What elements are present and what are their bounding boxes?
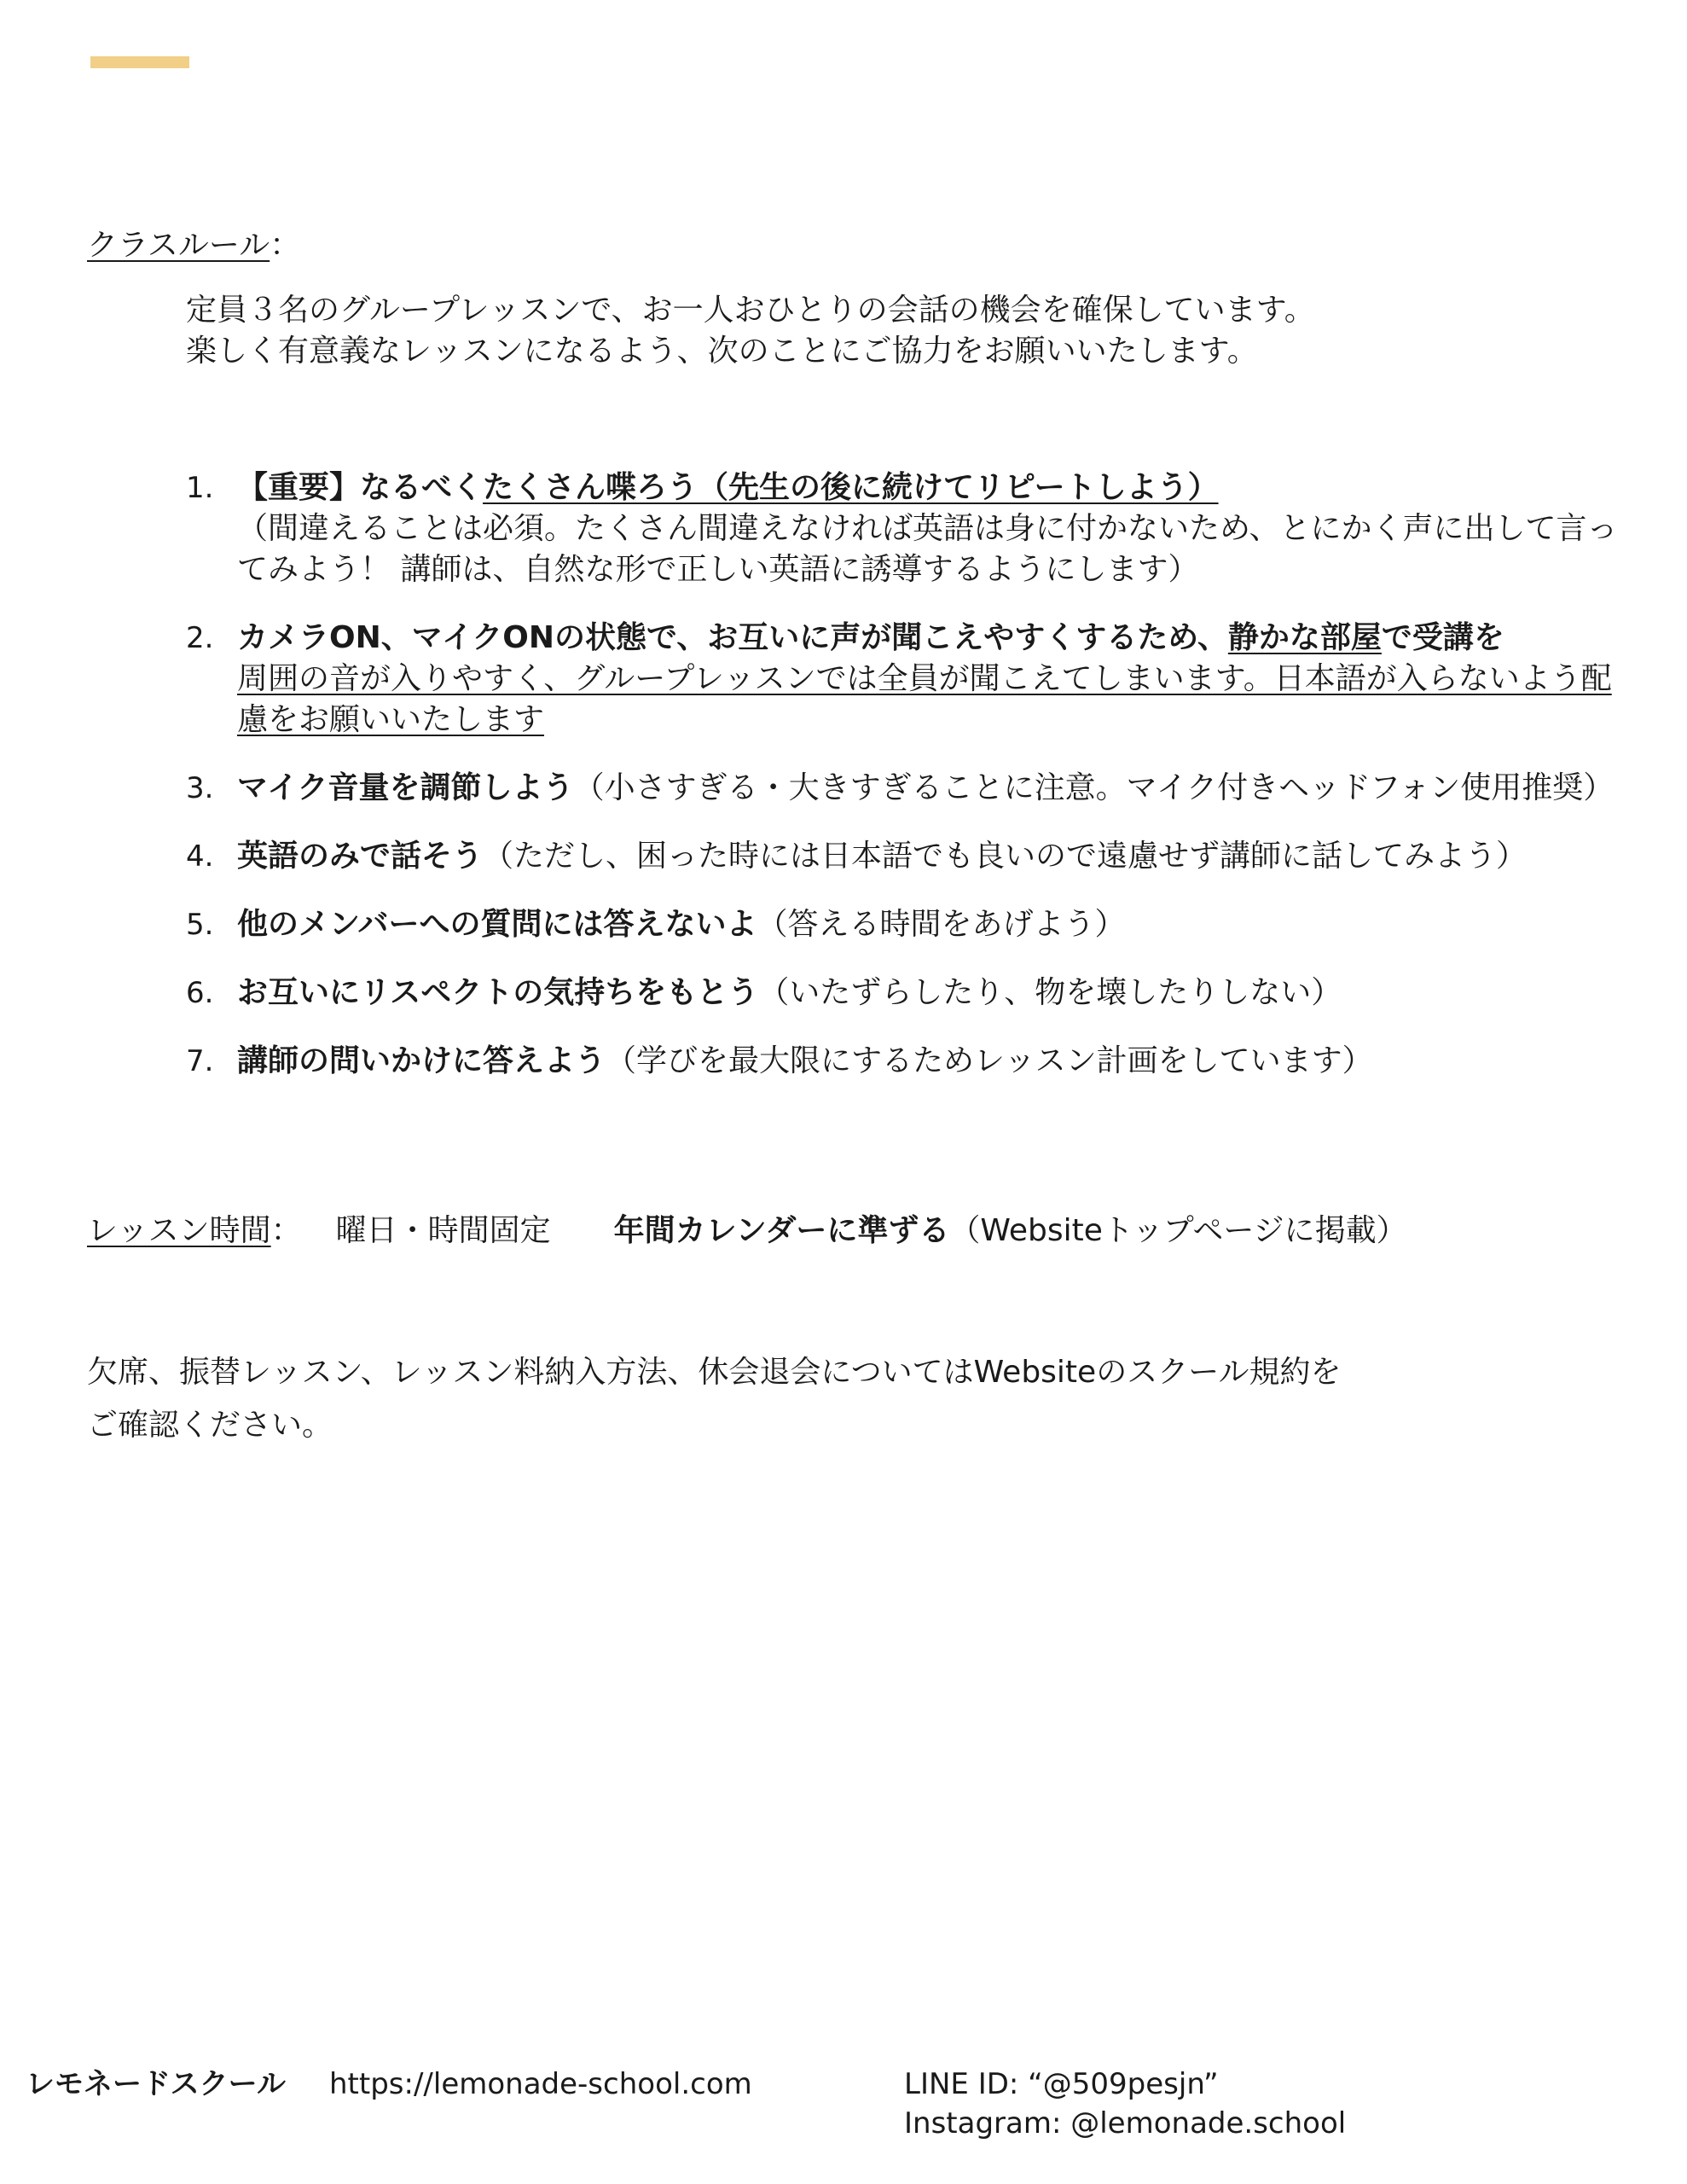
rule-detail: （小さすぎる・大きすぎることに注意。マイク付きヘッドフォン使用推奨）	[573, 770, 1615, 805]
notice-line: 欠席、振替レッスン、レッスン料納入方法、休会退会についてはWebsiteのスクール規約を	[87, 1355, 1342, 1390]
intro-line: 定員３名のグループレッスンで、お一人おひとりの会話の機会を確保しています。	[186, 293, 1315, 328]
footer-school-name: レモネードスクール	[26, 2067, 286, 2101]
rule-emphasis-tail: で受講を	[1381, 620, 1504, 655]
rule-detail: （ただし、困った時には日本語でも良いので遠慮せず講師に話してみよう）	[483, 839, 1528, 874]
rules-list	[186, 468, 1636, 1109]
rule-emphasis: 英語のみで話そう	[237, 839, 484, 874]
lesson-time-fixed: 曜日・時間固定	[335, 1213, 551, 1248]
rule-item-2	[186, 618, 1636, 741]
rule-emphasis: お互いにリスペクトの気持ちをもとう	[237, 975, 759, 1010]
lesson-calendar-note: （Websiteトップページに掲載）	[949, 1213, 1407, 1248]
rule-item-7	[186, 1041, 1636, 1082]
rule-body	[237, 973, 1636, 1014]
rule-number: 3.	[186, 771, 214, 805]
rule-number: 1.	[186, 471, 214, 505]
rule-emphasis: カメラON、マイクONの状態で、お互いに声が聞こえやすくするため、	[237, 620, 1228, 655]
footer-instagram[interactable]: Instagram: @lemonade.school	[904, 2106, 1347, 2140]
rule-body	[237, 904, 1636, 945]
rule-number: 4.	[186, 839, 214, 874]
rule-number: 2.	[186, 621, 214, 655]
rule-body	[237, 768, 1636, 809]
rule-body	[237, 1041, 1636, 1082]
rule-emphasis: マイク音量を調節しよう	[237, 770, 574, 805]
class-rules-heading	[87, 224, 300, 268]
rule-detail-underlined: 周囲の音が入りやすく、グループレッスンでは全員が聞こえてしまいます。日本語が入らないよう配慮をお願いいたします	[237, 661, 1612, 737]
rule-emphasis: 【重要】なるべく	[237, 470, 484, 505]
rule-item-1	[186, 468, 1636, 590]
rule-emphasis-underlined: たくさん喋ろう（先生の後に続けてリピートしよう）	[483, 470, 1219, 505]
rule-item-6	[186, 973, 1636, 1014]
footer-contact	[904, 2065, 1346, 2143]
rule-body	[237, 836, 1636, 877]
rule-body	[237, 618, 1636, 741]
policy-notice	[87, 1346, 1341, 1452]
rule-detail: （学びを最大限にするためレッスン計画をしています）	[606, 1043, 1373, 1078]
notice-line: ご確認ください。	[87, 1408, 333, 1443]
accent-bar	[90, 56, 189, 68]
rule-number: 7.	[186, 1044, 214, 1078]
rule-detail: （いたずらしたり、物を壊したりしない）	[758, 975, 1342, 1010]
rule-emphasis-underlined: 静かな部屋	[1227, 620, 1382, 655]
lesson-time-colon: ：	[270, 1213, 302, 1248]
class-rules-title: クラスルール	[87, 228, 270, 263]
lesson-time-label: レッスン時間	[87, 1213, 271, 1248]
lesson-calendar: 年間カレンダーに準ずる	[613, 1213, 950, 1248]
rule-item-4	[186, 836, 1636, 877]
rule-item-3	[186, 768, 1636, 809]
rule-item-5	[186, 904, 1636, 945]
rule-detail: （間違えることは必須。たくさん間違えなければ英語は身に付かないため、とにかく声に出して言ってみよう！ 講師は、自然な形で正しい英語に誘導するようにします）	[237, 511, 1618, 587]
rule-detail: （答える時間をあげよう）	[757, 907, 1126, 942]
rule-emphasis: 他のメンバーへの質問には答えないよ	[237, 907, 757, 942]
rule-body	[237, 468, 1636, 590]
lesson-time-row	[87, 1210, 1407, 1252]
rule-emphasis: 講師の問いかけに答えよう	[237, 1043, 606, 1078]
rule-number: 6.	[186, 976, 214, 1010]
footer-line-id: LINE ID: “@509pesjn”	[904, 2067, 1219, 2101]
footer-website-url[interactable]: https://lemonade-school.com	[329, 2067, 752, 2101]
intro-line: 楽しく有意義なレッスンになるよう、次のことにご協力をお願いいたします。	[186, 334, 1258, 369]
rule-number: 5.	[186, 908, 214, 942]
class-rules-colon: ：	[270, 228, 301, 263]
class-rules-intro	[186, 290, 1315, 372]
